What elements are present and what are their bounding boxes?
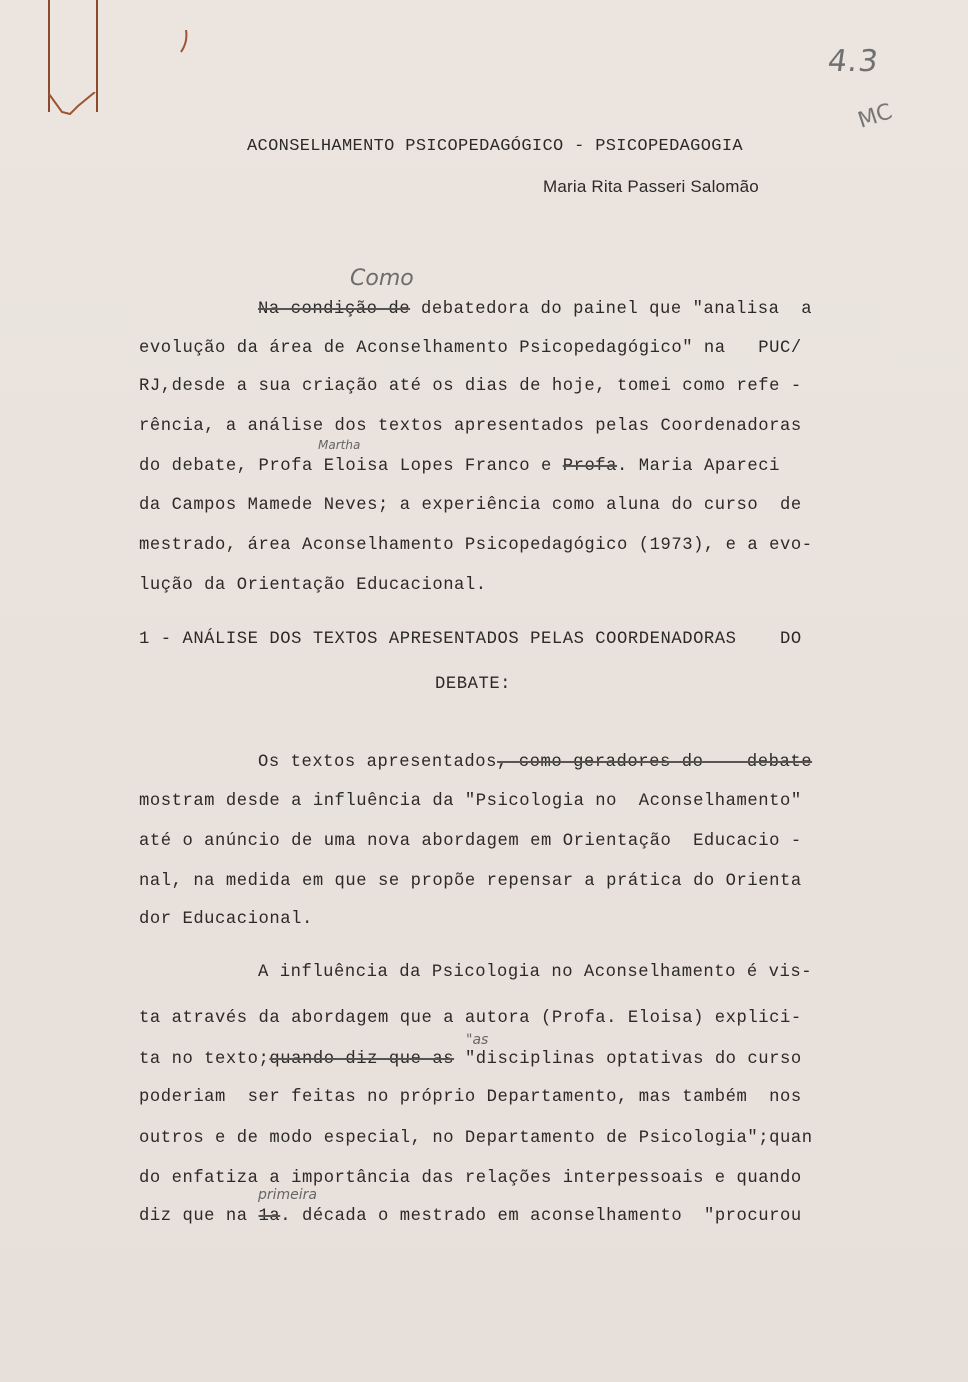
text-span: . década o mestrado em aconselhamento "procurou xyxy=(280,1207,802,1226)
section-heading-cont: DEBATE: xyxy=(435,675,512,694)
text-span: "disciplinas optativas do curso xyxy=(454,1050,802,1069)
paragraph-2-line-4: nal, na medida em que se propõe repensar a prática do Orienta xyxy=(139,872,802,891)
section-heading: 1 - ANÁLISE DOS TEXTOS APRESENTADOS PELAS COORDENADORAS DO xyxy=(139,630,802,649)
paragraph-1-line-7: mestrado, área Aconselhamento Psicopedagógico (1973), e a evo- xyxy=(139,536,813,555)
paragraph-1-line-6: da Campos Mamede Neves; a experiência como aluna do curso de xyxy=(139,496,802,515)
struck-text: Na condição de xyxy=(258,300,411,319)
annotation-como: Como xyxy=(350,266,414,291)
paragraph-1-line-1 xyxy=(258,300,863,319)
handwritten-initials: MC xyxy=(854,99,896,134)
paragraph-1-line-8: lução da Orientação Educacional. xyxy=(139,576,487,595)
annotation-as: "as xyxy=(466,1032,489,1048)
paragraph-3-line-2: ta através da abordagem que a autora (Profa. Eloisa) explici- xyxy=(139,1009,802,1028)
struck-text: 1a xyxy=(258,1207,281,1226)
paragraph-3-line-1: A influência da Psicologia no Aconselhamento é vis- xyxy=(258,963,813,982)
text-span: diz que na xyxy=(139,1207,259,1226)
annotation-primeira: primeira xyxy=(258,1187,318,1203)
paragraph-1-line-2: evolução da área de Aconselhamento Psicopedagógico" na PUC/ xyxy=(139,339,802,358)
paragraph-3-line-4: poderiam ser feitas no próprio Departamento, mas também nos xyxy=(139,1088,802,1107)
paragraph-2-line-3: até o anúncio de uma nova abordagem em Orientação Educacio - xyxy=(139,832,802,851)
document-author: Maria Rita Passeri Salomão xyxy=(543,177,759,196)
paragraph-3-line-6: do enfatiza a importância das relações interpessoais e quando xyxy=(139,1169,802,1188)
clip-stain-tip xyxy=(48,92,96,118)
annotation-martha: Martha xyxy=(318,438,361,452)
paragraph-2-line-5: dor Educacional. xyxy=(139,910,313,929)
document-title: ACONSELHAMENTO PSICOPEDAGÓGICO - PSICOPEDAGOGIA xyxy=(247,137,743,156)
handwritten-page-number: 4.3 xyxy=(825,44,882,79)
text-span: Eloisa Lopes Franco e xyxy=(312,457,563,476)
text-span: do debate, Profa xyxy=(139,457,313,476)
paragraph-1-line-5 xyxy=(139,457,863,476)
paragraph-3-line-7 xyxy=(139,1207,863,1226)
text-span: . Maria Apareci xyxy=(617,457,781,476)
paragraph-1-line-4: rência, a análise dos textos apresentados pelas Coordenadoras xyxy=(139,417,802,436)
struck-text: , como geradores do debate xyxy=(497,753,813,772)
text-span: Os textos apresentados xyxy=(258,753,498,772)
paragraph-3-line-5: outros e de modo especial, no Departamento de Psicologia";quan xyxy=(139,1129,813,1148)
struck-text: Profa xyxy=(562,457,618,476)
paragraph-2-line-1 xyxy=(258,753,863,772)
text-span: ta no texto; xyxy=(139,1050,270,1069)
text-span: debatedora do painel que "analisa a xyxy=(410,300,813,319)
struck-text: quando diz que as xyxy=(269,1050,455,1069)
paragraph-3-line-3 xyxy=(139,1050,863,1069)
paragraph-2-line-2: mostram desde a influência da "Psicologia no Aconselhamento" xyxy=(139,792,802,811)
paragraph-1-line-3: RJ,desde a sua criação até os dias de hoje, tomei como refe - xyxy=(139,377,802,396)
rust-stain-small xyxy=(180,30,188,54)
